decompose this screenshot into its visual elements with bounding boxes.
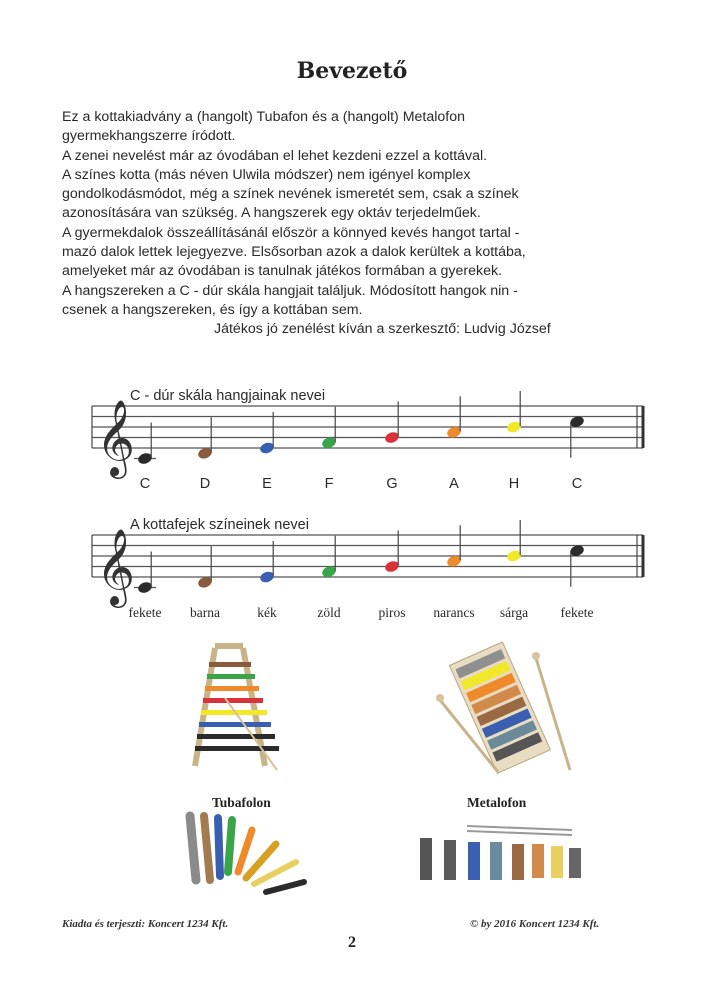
intro-line: csenek a hangszereken, és így a kottában sem. — [62, 301, 363, 318]
staff-lines — [92, 535, 643, 577]
staff-title: A kottafejek színeinek nevei — [130, 517, 309, 533]
editor-signature: Játékos jó zenélést kíván a szerkesztő: Ludvig József — [214, 321, 551, 338]
intro-line: gondolkodásmódot, még a színek nevének ismeretét sem, csak a színek — [62, 186, 519, 203]
note-label: E — [262, 476, 272, 492]
treble-clef-glyph: 𝄞 — [96, 528, 136, 605]
note-label: narancs — [433, 605, 475, 620]
note-label: barna — [190, 605, 220, 620]
note-label: C — [571, 476, 583, 492]
note-label: fekete — [560, 605, 594, 620]
note-label: C — [139, 476, 151, 492]
page-title: Bevezető — [296, 58, 408, 84]
intro-line: azonosítására van szükség. A hangszerek egy oktáv terjedelműek. — [62, 205, 481, 222]
note-label: zöld — [317, 605, 341, 620]
publisher-note: Kiadta és terjeszti: Koncert 1234 Kft. — [62, 918, 229, 930]
staff-color-names — [0, 509, 704, 629]
intro-line: Ez a kottakiadvány a (hangolt) Tubafon és a (hangolt) Metalofon — [62, 109, 466, 125]
metalofon-label: Metalofon — [467, 795, 527, 810]
treble-clef-glyph: 𝄞 — [96, 399, 136, 476]
intro-line: gyermekhangszerre íródott. — [62, 128, 236, 145]
note-name-labels — [140, 476, 582, 492]
copyright-note: © by 2016 Koncert 1234 Kft. — [470, 918, 600, 930]
intro-line: mazó dalok lettek lejegyezve. Elsősorban azok a dalok kerültek a kottába, — [62, 244, 526, 261]
tubes-illustration — [180, 808, 315, 898]
color-name-labels — [129, 605, 594, 620]
tubafon-label: Tubafolon — [212, 795, 271, 810]
treble-clef — [96, 399, 135, 479]
note-label: G — [386, 476, 398, 492]
intro-line: A hangszereken a C - dúr skála hangjait találjuk. Módosított hangok nin - — [62, 282, 518, 299]
page-number: 2 — [348, 934, 356, 951]
intro-line: amelyeket már az óvodában is tanulnak játékos formában a gyerekek. — [62, 263, 503, 280]
note-label: fekete — [128, 605, 162, 620]
note-label: sárga — [499, 605, 529, 620]
note-label: D — [199, 476, 211, 492]
staff-lines — [92, 406, 643, 448]
intro-text — [62, 108, 662, 340]
metal-bars-illustration — [412, 820, 587, 888]
intro-line: A zenei nevelést már az óvodában el lehet kezdeni ezzel a kottával. — [62, 147, 488, 164]
note-label: F — [324, 476, 334, 492]
staff-title: C - dúr skála hangjainak nevei — [130, 388, 326, 404]
treble-clef — [96, 528, 135, 608]
metalofon-illustration — [432, 640, 572, 775]
staff-note-names — [0, 380, 704, 500]
note-label: H — [508, 476, 520, 492]
intro-line: A gyermekdalok összeállításánál először a könnyed kevés hangot tartal - — [62, 224, 520, 241]
tubafon-illustration — [185, 638, 305, 773]
intro-line: A színes kotta (más néven Ulwila módszer) nem igényel komplex — [62, 166, 471, 183]
note-label: kék — [257, 605, 277, 620]
note-label: A — [449, 476, 459, 492]
note-label: piros — [378, 605, 406, 620]
